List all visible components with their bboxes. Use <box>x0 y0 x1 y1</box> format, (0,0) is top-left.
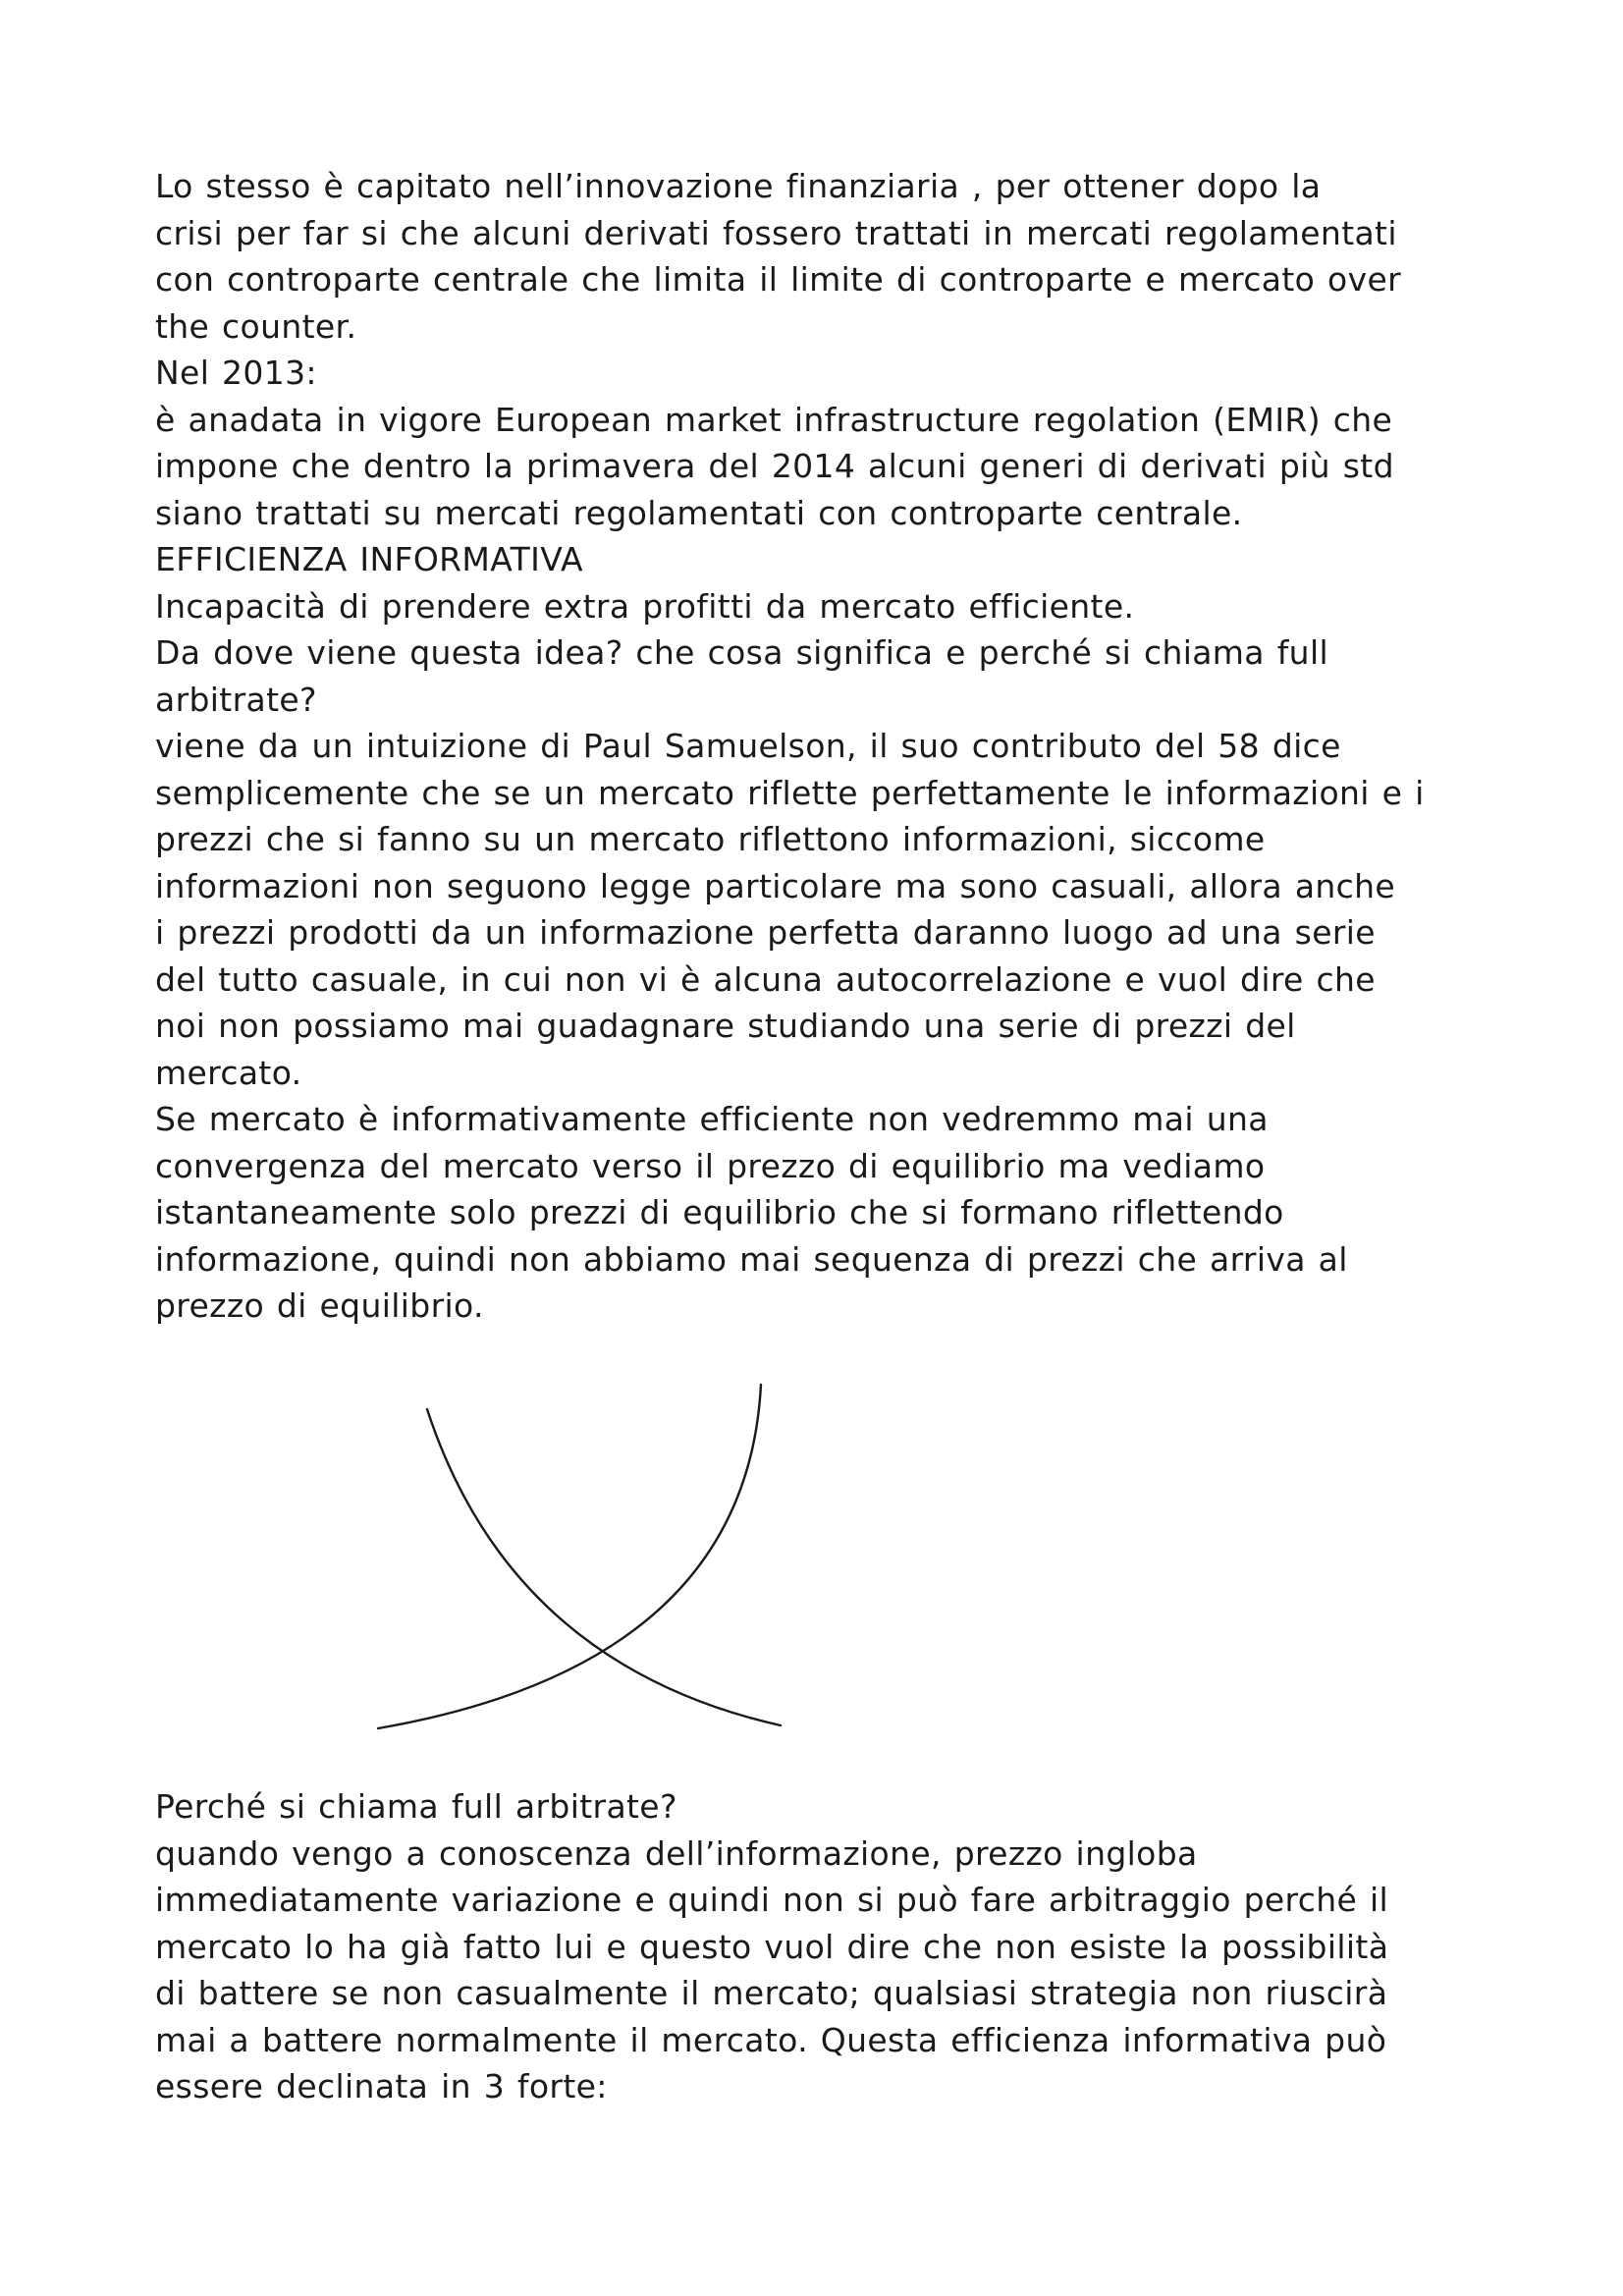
question-heading: Perché si chiama full arbitrate? <box>155 1787 677 1826</box>
text-line: prezzi che si fanno su un mercato riflettono informazioni, siccome <box>155 820 1266 858</box>
text-line: Nel 2013: <box>155 354 317 392</box>
text-line: informazione, quindi non abbiamo mai sequenza di prezzi che arriva al <box>155 1239 1348 1279</box>
text-line: del tutto casuale, in cui non vi è alcuna autocorrelazione e vuol dire che <box>155 959 1376 999</box>
text-line: prezzo di equilibrio. <box>155 1286 484 1325</box>
text-line: convergenza del mercato verso il prezzo di equilibrio ma vediamo <box>155 1146 1266 1185</box>
text-line: Se mercato è informativamente efficiente non vedremmo mai una <box>155 1100 1269 1138</box>
text-line: i prezzi prodotti da un informazione perfetta daranno luogo ad una serie <box>155 913 1376 952</box>
text-line: Da dove viene questa idea? che cosa significa e perché si chiama full <box>155 633 1328 672</box>
descending-curve <box>427 1409 781 1725</box>
text-line: impone che dentro la primavera del 2014 alcuni generi di derivati più std <box>155 447 1394 485</box>
text-line: informazioni non seguono legge particolare ma sono casuali, allora anche <box>155 866 1396 905</box>
text-line: crisi per far si che alcuni derivati fossero trattati in mercati regolamentati <box>155 213 1397 252</box>
text-block-intro <box>155 163 1490 1330</box>
text-line: siano trattati su mercati regolamentati con controparte centrale. <box>155 493 1243 532</box>
text-line: essere declinata in 3 forte: <box>155 2067 608 2105</box>
text-line: mercato. <box>155 1053 302 1092</box>
text-line: istantaneamente solo prezzi di equilibrio che si formano riflettendo <box>155 1193 1284 1231</box>
text-block-full-arbitrate <box>155 1783 1490 2110</box>
text-line: immediatamente variazione e quindi non si può fare arbitraggio perché il <box>155 1881 1389 1919</box>
text-line: quando vengo a conoscenza dell’informazione, prezzo ingloba <box>155 1833 1198 1873</box>
text-line: semplicemente che se un mercato riflette perfettamente le informazioni e i <box>155 773 1425 812</box>
text-line: the counter. <box>155 306 357 346</box>
text-line: Lo stesso è capitato nell’innovazione finanziaria , per ottener dopo la <box>155 167 1322 205</box>
text-line: con controparte centrale che limita il limite di controparte e mercato over <box>155 260 1402 299</box>
text-line: Incapacità di prendere extra profitti da mercato efficiente. <box>155 586 1135 626</box>
text-line: mai a battere normalmente il mercato. Questa efficienza informativa può <box>155 2020 1387 2059</box>
text-line: arbitrate? <box>155 680 317 719</box>
text-line: è anadata in vigore European market infrastructure regolation (EMIR) che <box>155 400 1393 439</box>
text-line: viene da un intuizione di Paul Samuelson, il suo contributo del 58 dice <box>155 727 1341 765</box>
crossing-curves-sketch <box>363 1370 795 1743</box>
text-line: noi non possiamo mai guadagnare studiando una serie di prezzi del <box>155 1007 1296 1045</box>
text-line: di battere se non casualmente il mercato; qualsiasi strategia non riuscirà <box>155 1974 1388 2012</box>
text-line: mercato lo ha già fatto lui e questo vuol dire che non esiste la possibilità <box>155 1927 1389 1966</box>
section-heading: EFFICIENZA INFORMATIVA <box>155 540 583 578</box>
